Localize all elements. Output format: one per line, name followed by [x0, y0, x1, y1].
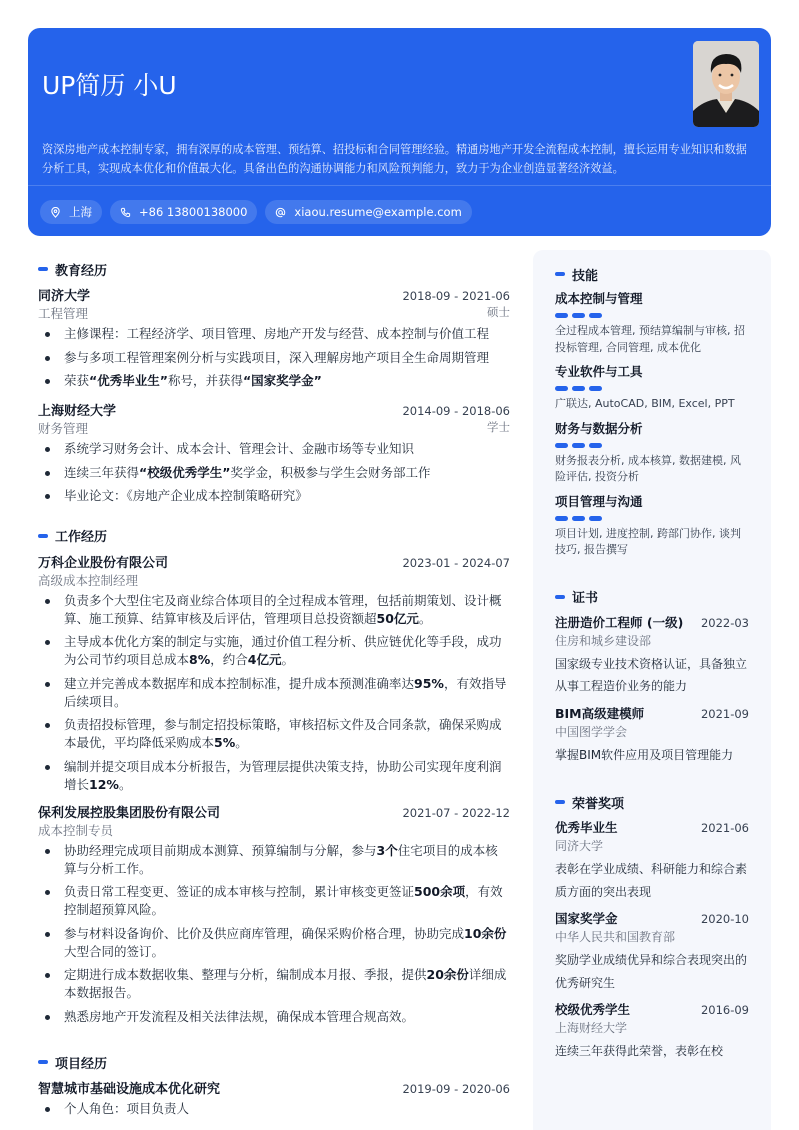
bullet-item: 协助经理完成项目前期成本测算、预算编制与分解，参与3个住宅项目的成本核算与分析工作。	[38, 842, 510, 878]
job-role: 高级成本控制经理	[38, 572, 139, 588]
portrait-icon	[693, 41, 759, 127]
section-marker-icon	[38, 1060, 48, 1064]
candidate-name: UP简历 小U	[42, 71, 177, 100]
bullet-item: 荣获“优秀毕业生”称号，并获得“国家奖学金”	[38, 372, 510, 390]
entry-date: 2021-07 - 2022-12	[402, 805, 510, 820]
resume-header	[28, 28, 771, 236]
job-role: 成本控制专员	[38, 822, 114, 838]
major: 财务管理	[38, 421, 89, 436]
bullet-item: 参与多项工程管理案例分析与实践项目，深入理解房地产项目全生命周期管理	[38, 349, 510, 367]
certificate-entry	[555, 704, 749, 767]
entry-date: 2023-01 - 2024-07	[402, 555, 510, 570]
location-pin-icon	[50, 207, 61, 218]
bullet-item: 熟悉房地产开发流程及相关法律法规，确保成本管理合规高效。	[38, 1008, 510, 1026]
education-entry	[38, 400, 510, 505]
location-chip	[40, 200, 102, 224]
skill-level-indicator	[555, 313, 749, 318]
honor-issuer: 同济大学	[555, 839, 604, 853]
honor-name: 校级优秀学生	[555, 1002, 631, 1017]
email-text: xiaou.resume@example.com	[294, 205, 462, 219]
skill-item	[555, 492, 749, 559]
skill-level-indicator	[555, 516, 749, 521]
section-title-certificates: 证书	[555, 587, 749, 607]
contact-chips	[40, 200, 472, 224]
honor-desc: 连续三年获得此荣誉，表彰在校	[555, 1044, 724, 1058]
certificate-date: 2022-03	[700, 615, 749, 630]
bullet-item: 个人角色：项目负责人	[38, 1100, 510, 1118]
certificate-entry	[555, 613, 749, 698]
section-marker-icon	[555, 272, 565, 276]
skill-desc: 项目计划, 进度控制, 跨部门协作, 谈判技巧, 报告撰写	[555, 526, 741, 556]
section-marker-icon	[38, 267, 48, 271]
section-title-honors: 荣誉奖项	[555, 792, 749, 812]
section-marker-icon	[38, 534, 48, 538]
bullet-item: 编制并提交项目成本分析报告，为管理层提供决策支持，协助公司实现年度利润增长12%。	[38, 758, 510, 794]
section-title-skills: 技能	[555, 264, 749, 284]
skill-name: 项目管理与沟通	[555, 493, 643, 509]
section-title-work: 工作经历	[38, 525, 510, 547]
skill-item	[555, 289, 749, 356]
honor-date: 2020-10	[700, 912, 749, 926]
bullet-item: 定期进行成本数据收集、整理与分析，编制成本月报、季报，提供20余份详细成本数据报告。	[38, 966, 510, 1002]
skill-level-indicator	[555, 443, 749, 448]
skill-name: 成本控制与管理	[555, 291, 643, 306]
honor-entry	[555, 909, 749, 994]
honor-entry	[555, 818, 749, 903]
certificate-name: BIM高级建模师	[555, 705, 645, 721]
project-name: 智慧城市基础设施成本优化研究	[38, 1082, 221, 1097]
skill-desc: 财务报表分析, 成本核算, 数据建模, 风险评估, 投资分析	[555, 453, 741, 483]
bullet-item: 系统学习财务会计、成本会计、管理会计、金融市场等专业知识	[38, 440, 510, 458]
email-chip[interactable]	[265, 200, 471, 224]
work-entry	[38, 802, 510, 1026]
honor-name: 国家奖学金	[555, 911, 618, 926]
profile-summary: 资深房地产成本控制专家，拥有深厚的成本管理、预结算、招投标和合同管理经验。精通房地产开发全流程成本控制，擅长运用专业知识和数据分析工具，实现成本优化和价值最大化。具备出色的沟通协调能力和风险预判能力，致力于为企业创造显著经济效益。	[42, 143, 747, 175]
bullet-item: 负责多个大型住宅及商业综合体项目的全过程成本管理，包括前期策划、设计概算、施工预算、结算审核及后评估，管理项目总投资额超50亿元。	[38, 592, 510, 628]
skill-item	[555, 362, 749, 413]
main-column	[38, 258, 510, 1124]
phone-chip[interactable]	[110, 200, 257, 224]
bullet-item: 主修课程：工程经济学、项目管理、房地产开发与经营、成本控制与价值工程	[38, 325, 510, 343]
degree: 硕士	[487, 305, 510, 319]
skill-name: 专业软件与工具	[555, 364, 643, 379]
company-name: 万科企业股份有限公司	[38, 555, 169, 571]
honor-date: 2021-06	[700, 821, 749, 835]
section-title-projects: 项目经历	[38, 1051, 510, 1073]
honor-date: 2016-09	[700, 1003, 749, 1017]
bullet-item: 参与材料设备询价、比价及供应商库管理，确保采购价格合理，协助完成10余份大型合同的签订。	[38, 925, 510, 961]
certificate-desc: 掌握BIM软件应用及项目管理能力	[555, 747, 734, 762]
phone-text: +86 13800138000	[139, 205, 248, 219]
skill-desc: 全过程成本管理, 预结算编制与审核, 招投标管理, 合同管理, 成本优化	[555, 324, 745, 354]
skill-name: 财务与数据分析	[555, 420, 643, 436]
certificate-issuer: 住房和城乡建设部	[555, 633, 652, 648]
school-name: 上海财经大学	[38, 404, 117, 419]
major: 工程管理	[38, 306, 89, 321]
bullet-item: 负责日常工程变更、签证的成本审核与控制，累计审核变更签证500余项，有效控制超预算风险。	[38, 883, 510, 919]
skill-item	[555, 419, 749, 486]
section-title-education: 教育经历	[38, 258, 510, 280]
certificate-name: 注册造价工程师 (一级)	[555, 614, 684, 630]
section-marker-icon	[555, 595, 565, 599]
sidebar	[533, 250, 771, 1130]
company-name: 保利发展控股集团股份有限公司	[38, 805, 221, 821]
certificate-issuer: 中国图学学会	[555, 724, 628, 739]
location-text: 上海	[69, 205, 92, 219]
education-entry	[38, 285, 510, 390]
certificate-desc: 国家级专业技术资格认证，具备独立从事工程造价业务的能力	[555, 656, 748, 693]
honor-desc: 表彰在学业成绩、科研能力和综合素质方面的突出表现	[555, 862, 748, 899]
honor-desc: 奖励学业成绩优异和综合表现突出的优秀研究生	[555, 953, 748, 990]
school-name: 同济大学	[38, 289, 91, 304]
header-divider	[28, 185, 771, 186]
project-entry	[38, 1078, 510, 1118]
bullet-item: 建立并完善成本数据库和成本控制标准，提升成本预测准确率达95%，有效指导后续项目。	[38, 675, 510, 711]
entry-date: 2019-09 - 2020-06	[402, 1082, 510, 1096]
degree: 学士	[487, 420, 510, 434]
bullet-item: 毕业论文：《房地产企业成本控制策略研究》	[38, 487, 510, 505]
entry-date: 2014-09 - 2018-06	[402, 404, 510, 418]
bullet-item: 主导成本优化方案的制定与实施，通过价值工程分析、供应链优化等手段，成功为公司节约项目总成本8%，约合4亿元。	[38, 633, 510, 669]
section-marker-icon	[555, 800, 565, 804]
honor-issuer: 上海财经大学	[555, 1021, 628, 1035]
certificate-date: 2021-09	[700, 706, 749, 721]
bullet-item: 负责招投标管理，参与制定招投标策略，审核招标文件及合同条款，确保采购成本最优，平均降低采购成本5%。	[38, 716, 510, 752]
phone-icon	[120, 207, 131, 218]
skill-level-indicator	[555, 386, 749, 391]
bullet-item: 连续三年获得“校级优秀学生”奖学金，积极参与学生会财务部工作	[38, 464, 510, 482]
at-sign-icon	[275, 207, 286, 218]
skill-desc: 广联达, AutoCAD, BIM, Excel, PPT	[555, 397, 735, 410]
honor-entry	[555, 1000, 749, 1063]
honor-issuer: 中华人民共和国教育部	[555, 930, 676, 944]
honor-name: 优秀毕业生	[555, 820, 618, 835]
entry-date: 2018-09 - 2021-06	[402, 289, 510, 303]
work-entry	[38, 552, 510, 794]
profile-photo	[693, 41, 759, 127]
